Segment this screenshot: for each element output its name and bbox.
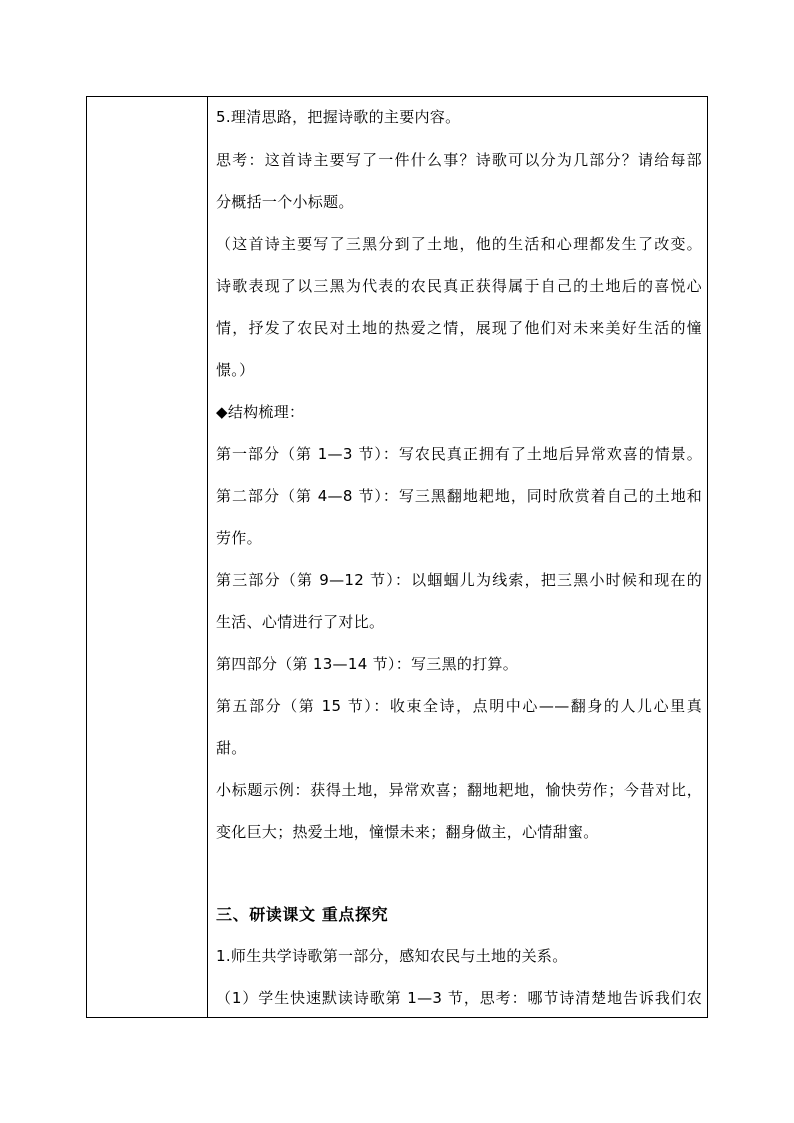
structure-part: 甜。: [216, 739, 247, 757]
answer-line: 情，抒发了农民对土地的热爱之情，展现了他们对未来美好生活的憧: [216, 319, 702, 337]
structure-part: 第一部分（第 1—3 节）：写农民真正拥有了土地后异常欢喜的情景。: [216, 445, 702, 463]
answer-line: （这首诗主要写了三黑分到了土地，他的生活和心理都发生了改变。: [216, 235, 702, 253]
answer-line: 诗歌表现了以三黑为代表的农民真正获得属于自己的土地后的喜悦心: [216, 277, 702, 295]
section-heading: 三、研读课文 重点探究: [216, 905, 389, 924]
structure-part: 第三部分（第 9—12 节）：以蝈蝈儿为线索，把三黑小时候和现在的: [216, 571, 702, 589]
structure-part: 第五部分（第 15 节）：收束全诗，点明中心——翻身的人儿心里真: [216, 697, 702, 715]
structure-part: 劳作。: [216, 529, 262, 547]
structure-part: 生活、心情进行了对比。: [216, 613, 385, 631]
answer-line: 憬。）: [216, 361, 255, 379]
task-line: （1）学生快速默读诗歌第 1—3 节，思考：哪节诗清楚地告诉我们农: [216, 989, 702, 1007]
question-line: 分概括一个小标题。: [216, 193, 354, 211]
structure-part: 第二部分（第 4—8 节）：写三黑翻地耙地，同时欣赏着自己的土地和: [216, 487, 702, 505]
column-divider: [207, 97, 208, 1017]
structure-part: 第四部分（第 13—14 节）：写三黑的打算。: [216, 655, 519, 673]
structure-heading: ◆结构梳理：: [216, 403, 305, 421]
subtitle-example: 变化巨大；热爱土地，憧憬未来；翻身做主，心情甜蜜。: [216, 823, 599, 841]
question-line: 思考：这首诗主要写了一件什么事？诗歌可以分为几部分？请给每部: [216, 151, 702, 169]
subtitle-example: 小标题示例：获得土地，异常欢喜；翻地耙地，愉快劳作；今昔对比，: [216, 781, 702, 799]
step-title: 5.理清思路，把握诗歌的主要内容。: [216, 108, 461, 126]
task-line: 1.师生共学诗歌第一部分，感知农民与土地的关系。: [216, 947, 568, 965]
